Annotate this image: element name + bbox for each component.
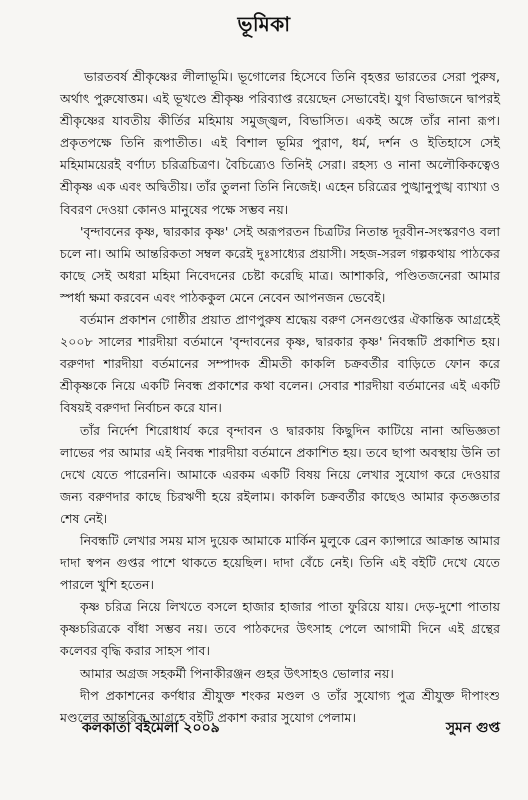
author-name: সুমন গুপ্ত — [445, 720, 500, 736]
paragraph-1: ভারতবর্ষ শ্রীকৃষ্ণের লীলাভূমি। ভূগোলের হিসেবে তিনি বৃহত্তর ভারতের সেরা পুরুষ, অর্থাৎ পুরুষোত্তম। এই ভূখণ্ডে শ্রীকৃষ্ণ পরিব্যাপ্ত রয়েছেন সেভাবেই। যুগ বিভাজনে দ্বাপরই শ্রীকৃষ্ণের যাবতীয় কীর্তির মহিমায় সমুজ্জ্বল, বিভাসিত। একই অঙ্গে তাঁর নানা রূপ। প্রকৃতপক্ষে তিনি রূপাতীত। এই বিশাল ভূমির পুরাণ, ধর্ম, দর্শন ও ইতিহাসে সেই মহিমাময়েরই বর্ণাঢ্য চরিত্রচিত্রণ। বৈচিত্র্যেও তিনিই সেরা। রহস্য ও নানা অলৌকিকত্বেও শ্রীকৃষ্ণ এক এবং অদ্বিতীয়। তাঁর তুলনা তিনি নিজেই। এহেন চরিত্রের পুঙ্খানুপুঙ্খ ব্যাখ্যা ও বিবরণ দেওয়া কোনও মানুষের পক্ষে সম্ভব নয়। — [60, 69, 500, 217]
paragraph-3: বর্তমান প্রকাশন গোষ্ঠীর প্রয়াত প্রাণপুরুষ শ্রদ্ধেয় বরুণ সেনগুপ্তের ঐকান্তিক আগ্রহেই ২০০৮ সালের শারদীয়া বর্তমানে 'বৃন্দাবনের কৃষ্ণ, দ্বারকার কৃষ্ণ' নিবন্ধটি প্রকাশিত হয়। বরুণদা শারদীয়া বর্তমানের সম্পাদক শ্রীমতী কাকলি চক্রবর্তীর বাড়িতে ফোন করে শ্রীকৃষ্ণকে নিয়ে একটি নিবন্ধ প্রকাশের কথা বলেন। সেবার শারদীয়া বর্তমানের এই একটি বিষয়ই বরুণদা নির্বাচন করে যান। — [60, 312, 500, 416]
paragraph-2: 'বৃন্দাবনের কৃষ্ণ, দ্বারকার কৃষ্ণ' সেই অরূপরতন চিত্রটির নিতান্ত দূরবীন-সংস্করণও বলা চলে না। আমি আন্তরিকতা সম্বল করেই দুঃসাধ্যের প্রয়াসী। সহজ-সরল গল্পকথায় পাঠকের কাছে সেই অধরা মহিমা নিবেদনের চেষ্টা করেছি মাত্র। আশাকরি, পণ্ডিতজনেরা আমার স্পর্ধা ক্ষমা করবেন এবং পাঠককুল মেনে নেবেন আপনজন ভেবেই। — [60, 223, 500, 305]
paragraph-8: দীপ প্রকাশনের কর্ণধার শ্রীযুক্ত শংকর মণ্ডল ও তাঁর সুযোগ্য পুত্র শ্রীযুক্ত দীপাংশু মণ্ডলের আন্তরিক আগ্রহে বইটি প্রকাশ করার সুযোগ পেলাম। — [60, 687, 500, 725]
place-date: কলকাতা বইমেলা ২০০৯ — [82, 720, 220, 736]
paragraph-6: কৃষ্ণ চরিত্র নিয়ে লিখতে বসলে হাজার হাজার পাতা ফুরিয়ে যায়। দেড়-দুশো পাতায় কৃষ্ণচরিত্রকে বাঁধা সম্ভব নয়। তবে পাঠকদের উৎসাহ পেলে আগামী দিনে এই গ্রন্থের কলেবর বৃদ্ধি করার সাহস পাব। — [60, 599, 500, 659]
paragraph-4: তাঁর নির্দেশ শিরোধার্য করে বৃন্দাবন ও দ্বারকায় কিছুদিন কাটিয়ে নানা অভিজ্ঞতা লাভের পর আমার এই নিবন্ধ শারদীয়া বর্তমানে প্রকাশিত হয়। তবে ছাপা অবস্থায় উনি তা দেখে যেতে পারেননি। আমাকে এরকম একটি বিষয় নিয়ে লেখার সুযোগ করে দেওয়ার জন্য বরুণদার কাছে চিরঋণী হয়ে রইলাম। কাকলি চক্রবর্তীর কাছেও আমার কৃতজ্ঞতার শেষ নেই। — [60, 422, 500, 526]
preface-body — [60, 66, 500, 729]
paragraph-7: আমার অগ্রজ সহকর্মী পিনাকীরঞ্জন গুহর উৎসাহও ভোলার নয়। — [80, 665, 394, 681]
paragraph-5: নিবন্ধটি লেখার সময় মাস দুয়েক আমাকে মার্কিন মুলুকে ব্রেন ক্যান্সারে আক্রান্ত আমার দাদা স্বপন গুপ্তর পাশে থাকতে হয়েছিল। দাদা বেঁচে নেই। তিনি এই বইটি দেখে যেতে পারলে খুশি হতেন। — [60, 532, 500, 593]
page-title: ভূমিকা — [237, 12, 291, 36]
